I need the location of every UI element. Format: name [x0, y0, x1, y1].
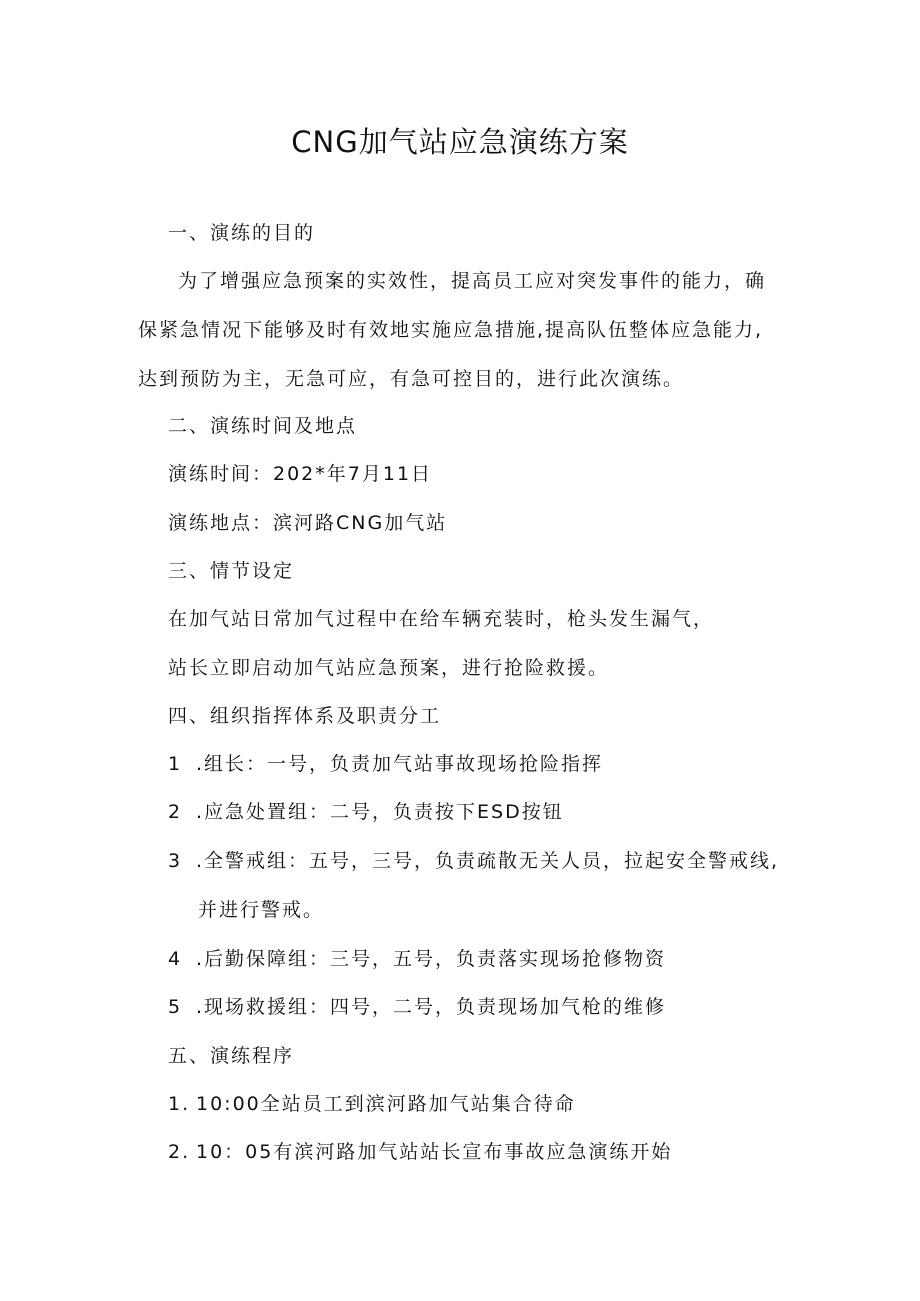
section-heading-time-place: 二、演练时间及地点: [168, 415, 358, 437]
scenario-line: 在加气站日常加气过程中在给车辆充装时，枪头发生漏气，: [168, 608, 715, 630]
org-list-item: [168, 846, 779, 876]
section-heading-scenario: 三、情节设定: [168, 560, 295, 582]
org-list-item: [168, 797, 564, 827]
scenario-line: 站长立即启动加气站应急预案，进行抢险救援。: [168, 657, 610, 679]
org-item-text: .组长：一号，负责加气站事故现场抢险指挥: [196, 753, 604, 775]
org-item-number: 5: [168, 996, 183, 1018]
document-title: CNG加气站应急演练方案: [291, 125, 629, 159]
procedure-item-number: 2.: [168, 1141, 191, 1163]
org-item-text: .全警戒组：五号，三号，负责疏散无关人员，拉起安全警戒线,: [196, 850, 780, 872]
org-item-text: .现场救援组：四号，二号，负责现场加气枪的维修: [196, 996, 667, 1018]
org-list-item: [168, 749, 603, 779]
section-heading-organization: 四、组织指挥体系及职责分工: [168, 705, 442, 727]
org-item-text: .后勤保障组：三号，五号，负责落实现场抢修物资: [196, 948, 667, 970]
purpose-paragraph-line: 保紧急情况下能够及时有效地实施应急措施,提高队伍整体应急能力,: [138, 319, 764, 341]
org-list-item-continuation: 并进行警戒。: [198, 899, 325, 921]
org-item-number: 2: [168, 801, 183, 823]
purpose-paragraph: [138, 266, 788, 413]
org-list-item: [168, 944, 666, 974]
procedure-list-item: [168, 1089, 576, 1119]
procedure-item-text: 10:00全站员工到滨河路加气站集合待命: [196, 1093, 576, 1115]
org-item-text: .应急处置组：二号，负责按下ESD按钮: [196, 801, 564, 823]
org-item-number: 3: [168, 850, 183, 872]
section-heading-purpose: 一、演练的目的: [168, 222, 316, 244]
purpose-paragraph-line: 达到预防为主，无急可应，有急可控目的，进行此次演练。: [138, 368, 685, 390]
section-heading-procedure: 五、演练程序: [168, 1045, 295, 1067]
procedure-list-item: [168, 1137, 672, 1167]
purpose-paragraph-line: 为了增强应急预案的实效性，提高员工应对突发事件的能力，确: [178, 270, 767, 292]
org-item-number: 1: [168, 753, 183, 775]
drill-location: 演练地点：滨河路CNG加气站: [168, 512, 448, 534]
org-item-number: 4: [168, 948, 183, 970]
procedure-item-number: 1.: [168, 1093, 191, 1115]
procedure-item-text: 10：05有滨河路加气站站长宣布事故应急演练开始: [196, 1141, 673, 1163]
drill-time: 演练时间：202*年7月11日: [168, 463, 433, 485]
org-list-item: [168, 992, 666, 1022]
